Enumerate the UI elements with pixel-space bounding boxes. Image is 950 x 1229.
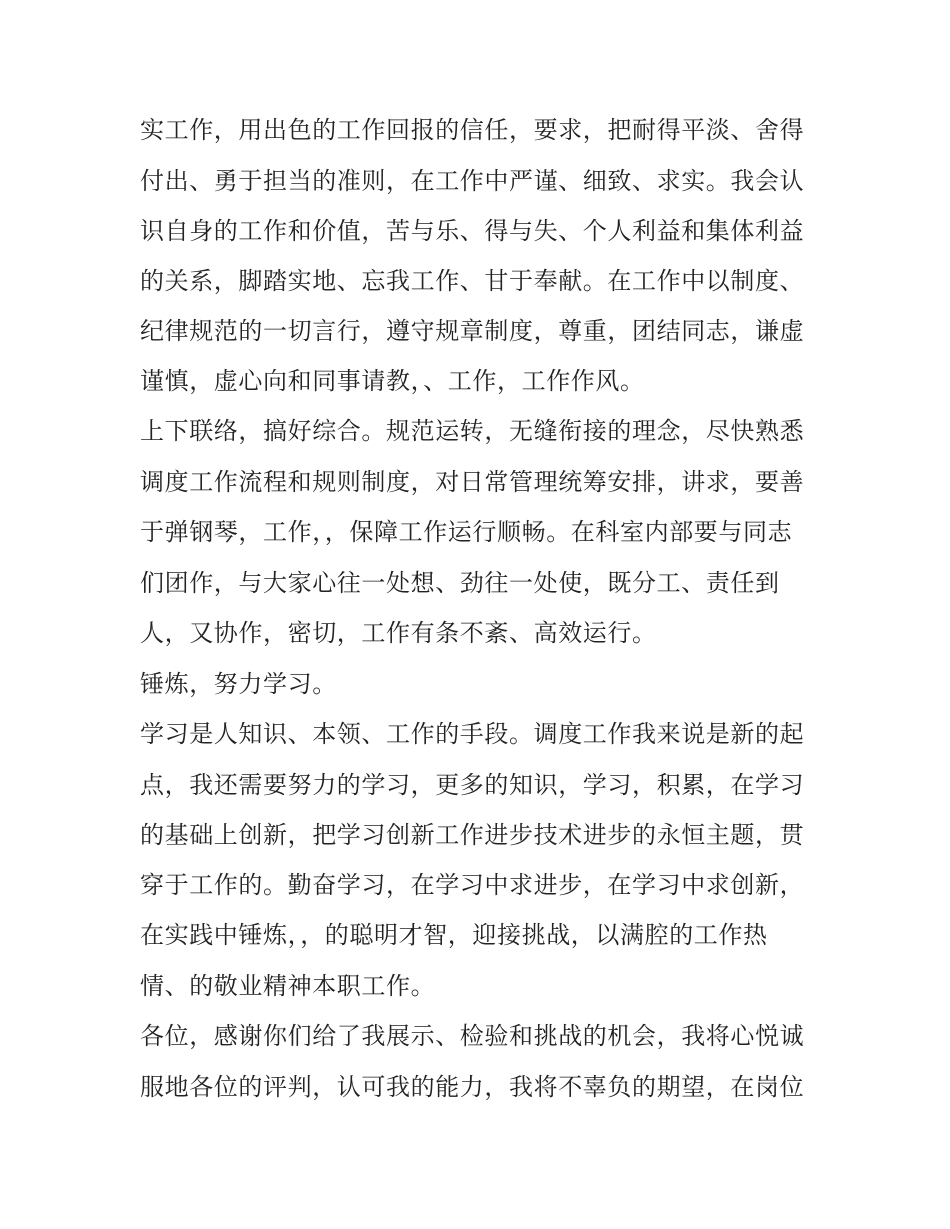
text-line: 付出、勇于担当的准则，在工作中严谨、细致、求实。我会认: [140, 167, 805, 195]
text-line: 识自身的工作和价值，苦与乐、得与失、个人利益和集体利益: [140, 217, 805, 245]
text-line: 于弹钢琴，工作，，保障工作运行顺畅。在科室内部要与同志: [140, 518, 793, 546]
text-line: 的基础上创新，把学习创新工作进步技术进步的永恒主题，贯: [140, 821, 805, 849]
text-line: 谨慎，虚心向和同事请教，、工作，工作作风。: [140, 367, 645, 395]
text-line: 调度工作流程和规则制度，对日常管理统筹安排，讲求，要善: [140, 468, 805, 496]
text-line: 点，我还需要努力的学习，更多的知识，学习，积累，在学习: [140, 771, 805, 799]
text-line: 服地各位的评判，认可我的能力，我将不辜负的期望，在岗位: [140, 1073, 805, 1101]
text-line: 在实践中锤炼，，的聪明才智，迎接挑战，以满腔的工作热: [140, 921, 768, 949]
text-line: 锤炼，努力学习。: [140, 670, 337, 698]
text-line: 上下联络，搞好综合。规范运转，无缝衔接的理念，尽快熟悉: [140, 417, 805, 445]
text-line: 纪律规范的一切言行，遵守规章制度，尊重，团结同志，谦虚: [140, 317, 805, 345]
text-line: 情、的敬业精神本职工作。: [140, 972, 436, 1000]
text-line: 们团作，与大家心往一处想、劲往一处使，既分工、责任到: [140, 569, 780, 597]
text-line: 各位，感谢你们给了我展示、检验和挑战的机会，我将心悦诚: [140, 1022, 805, 1050]
text-line: 实工作，用出色的工作回报的信任，要求，把耐得平淡、舍得: [140, 116, 805, 144]
text-line: 的关系，脚踏实地、忘我工作、甘于奉献。在工作中以制度、: [140, 267, 805, 295]
text-line: 学习是人知识、本领、工作的手段。调度工作我来说是新的起: [140, 720, 805, 748]
text-line: 人，又协作，密切，工作有条不紊、高效运行。: [140, 619, 657, 647]
text-line: 穿于工作的。勤奋学习，在学习中求进步，在学习中求创新，: [140, 871, 805, 899]
